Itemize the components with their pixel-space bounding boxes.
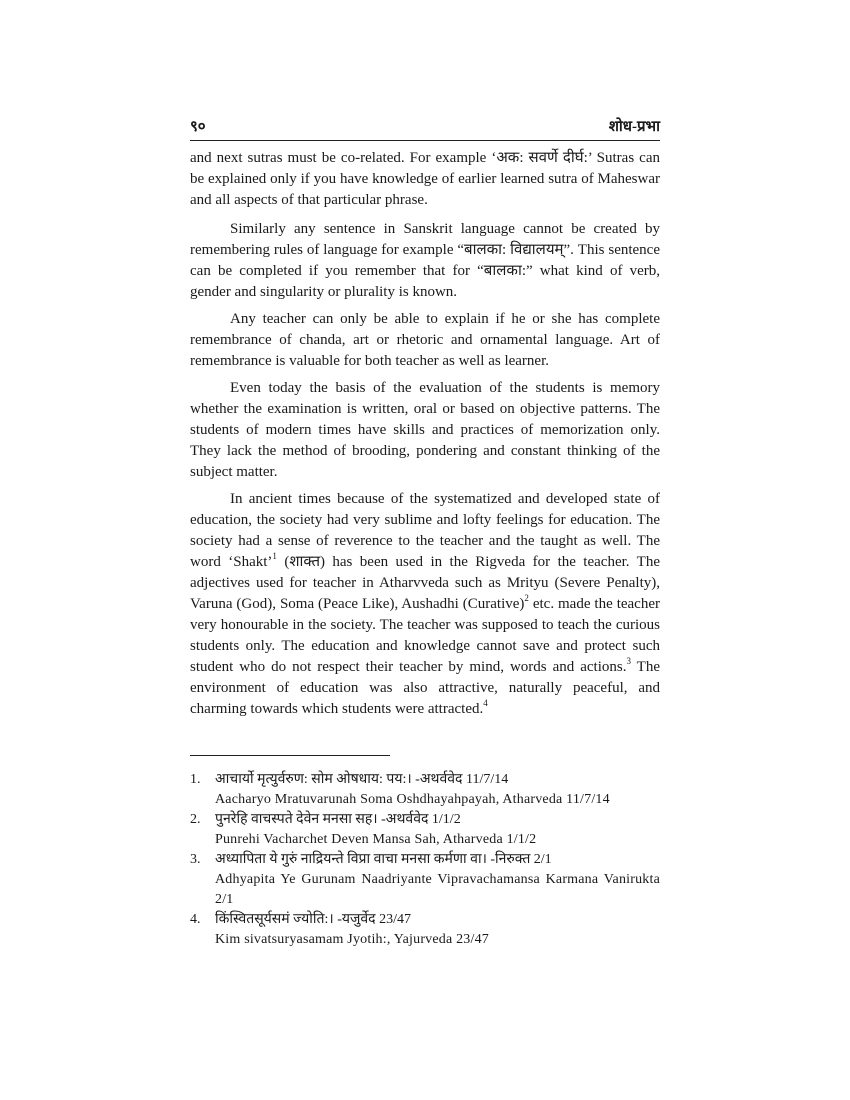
footnote-4 — [190, 910, 660, 950]
paragraph-text: etc. made the teacher very honourable in the society. The teacher was supposed to teach the curious students only. The education and knowledge cannot save and protect such student who do not respect their teacher by mind, words and actions. — [190, 596, 660, 675]
footnote-ref-1: 1 — [272, 551, 277, 561]
footnote-1 — [190, 770, 660, 810]
footnote-number: 4. — [190, 912, 201, 927]
paragraph-2 — [190, 219, 660, 303]
paragraph-text: and next sutras must be co-related. For example ‘अक: सवर्णे दीर्घ:’ Sutras can be explained only if you have knowledge of earlier learned sutra of Maheswar and all aspects of that particular phrase. — [190, 150, 660, 208]
footnote-transliteration: Adhyapita Ye Gurunam Naadriyante Vipravachamansa Karmana Vanirukta 2/1 — [215, 872, 660, 907]
footnote-body — [215, 810, 660, 850]
footnote-ref-2: 2 — [524, 593, 529, 603]
paragraph-text: The environment of education was also attractive, naturally peaceful, and charming towards which students were attracted. — [190, 659, 660, 717]
footnote-2 — [190, 810, 660, 850]
footnote-body — [215, 910, 660, 950]
footnote-body — [215, 770, 660, 810]
footnote-sanskrit: आचार्यो मृत्युर्वरुण: सोम ओषधाय: पय:। -अथर्ववेद 11/7/14 — [215, 772, 509, 787]
footnote-number: 1. — [190, 772, 201, 787]
footnote-body — [215, 850, 660, 910]
footnote-number: 3. — [190, 852, 201, 867]
footnote-divider — [190, 755, 390, 756]
footnote-transliteration: Punrehi Vacharchet Deven Mansa Sah, Atharveda 1/1/2 — [215, 832, 537, 847]
paragraph-5 — [190, 489, 660, 720]
journal-title: शोध-प्रभा — [608, 119, 660, 135]
footnotes — [190, 770, 660, 950]
paragraph-text: Even today the basis of the evaluation of the students is memory whether the examination is written, oral or based on objective patterns. The students of modern times have skills and practices of memorization only. They lack the method of brooding, pondering and constant thinking of the subject matter. — [190, 380, 660, 480]
page-number: ९० — [190, 119, 206, 135]
footnote-transliteration: Aacharyo Mratuvarunah Soma Oshdhayahpayah, Atharveda 11/7/14 — [215, 792, 610, 807]
footnote-ref-3: 3 — [626, 656, 631, 666]
footnote-sanskrit: पुनरेहि वाचस्पते देवेन मनसा सह। -अथर्ववेद 1/1/2 — [215, 812, 461, 827]
footnote-sanskrit: अध्यापिता ये गुरुं नाद्रियन्ते विप्रा वाचा मनसा कर्मणा वा। -निरुक्त 2/1 — [215, 852, 552, 867]
paragraph-text: Similarly any sentence in Sanskrit language cannot be created by remembering rules of language for example “बालका: विद्यालयम्”. This sentence can be completed if you remember that for “बालका:” what kind of verb, gender and singularity or plurality is known. — [190, 221, 660, 300]
footnote-transliteration: Kim sivatsuryasamam Jyotih:, Yajurveda 23/47 — [215, 932, 490, 947]
paragraph-text: In ancient times because of the systematized and developed state of education, the society had very sublime and lofty feelings for education. The society had a sense of reverence to the teacher and the taught as well. The word ‘Shakt’ — [190, 491, 660, 570]
footnote-3 — [190, 850, 660, 910]
paragraph-4 — [190, 378, 660, 483]
page-header — [190, 116, 660, 141]
body-text — [190, 148, 660, 726]
footnote-number: 2. — [190, 812, 201, 827]
paragraph-3 — [190, 309, 660, 372]
footnote-ref-4: 4 — [483, 698, 488, 708]
footnote-sanskrit: किंस्वितसूर्यसमं ज्योति:। -यजुर्वेद 23/47 — [215, 912, 411, 927]
paragraph-text: (शाक्त) has been used in the Rigveda for the teacher. The adjectives used for teacher in Atharvveda such as Mrityu (Severe Penalty), Varuna (God), Soma (Peace Like), Aushadhi (Curative) — [190, 554, 660, 612]
paragraph-text: Any teacher can only be able to explain if he or she has complete remembrance of chanda, art or rhetoric and ornamental language. Art of remembrance is valuable for both teacher as well as learner. — [190, 311, 660, 369]
paragraph-1 — [190, 148, 660, 211]
